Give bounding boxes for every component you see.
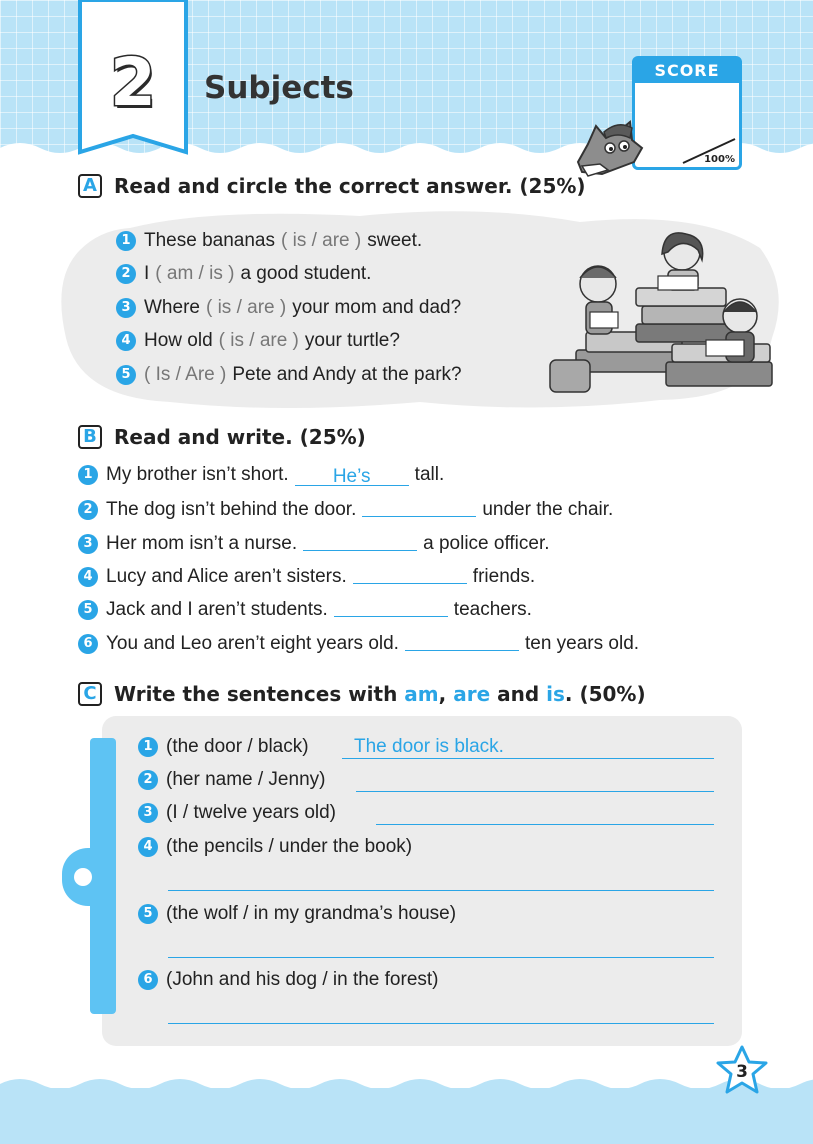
b-item-4: 4 Lucy and Alice aren’t sisters. friends.	[78, 564, 535, 588]
a-item-3: 3 Where ( is / are ) your mom and dad?	[116, 297, 461, 319]
answer-blank[interactable]	[353, 564, 467, 584]
a-item-1: 1 These bananas ( is / are ) sweet.	[116, 230, 422, 252]
choice-option[interactable]: ( is / are )	[281, 230, 362, 251]
answer-line[interactable]	[356, 791, 714, 792]
a-item-2: 2 I ( am / is ) a good student.	[116, 263, 371, 285]
sample-answer: The door is black.	[354, 736, 504, 757]
page-number: 3	[736, 1062, 748, 1082]
a-item-5: 5 ( Is / Are ) Pete and Andy at the park?	[116, 364, 462, 386]
section-c-badge: C	[78, 682, 102, 706]
number-badge: 3	[78, 534, 98, 554]
answer-blank[interactable]	[303, 531, 417, 551]
number-badge: 5	[138, 904, 158, 924]
number-badge: 3	[138, 803, 158, 823]
b-item-2: 2 The dog isn’t behind the door. under the chair.	[78, 497, 613, 521]
keyword-are: are	[453, 682, 491, 706]
c-item-6: 6 (John and his dog / in the forest)	[138, 969, 439, 991]
answer-line[interactable]	[168, 890, 714, 891]
answer-blank[interactable]	[405, 631, 519, 651]
section-c-title: Write the sentences with am, are and is. (50%)	[114, 682, 646, 706]
section-b-title: Read and write. (25%)	[114, 425, 366, 449]
c-item-5: 5 (the wolf / in my grandma’s house)	[138, 903, 456, 925]
b-item-3: 3 Her mom isn’t a nurse. a police officer.	[78, 531, 550, 555]
choice-option[interactable]: ( am / is )	[155, 263, 235, 284]
c-item-3: 3 (I / twelve years old)	[138, 802, 336, 824]
choice-option[interactable]: ( Is / Are )	[144, 364, 227, 385]
c-item-1: 1 (the door / black)	[138, 736, 309, 758]
c-item-4: 4 (the pencils / under the book)	[138, 836, 412, 858]
choice-option[interactable]: ( is / are )	[205, 297, 287, 318]
wolf-illustration	[574, 118, 650, 182]
answer-blank[interactable]	[334, 597, 448, 617]
number-badge: 4	[78, 567, 98, 587]
score-label: SCORE	[635, 59, 739, 83]
number-badge: 5	[116, 365, 136, 385]
keyword-is: is	[546, 682, 565, 706]
answer-blank[interactable]: He’s	[295, 466, 409, 486]
b-item-1: 1 My brother isn’t short. He’s tall.	[78, 464, 444, 486]
number-badge: 6	[138, 970, 158, 990]
answer-line[interactable]	[168, 1023, 714, 1024]
answer-blank[interactable]	[362, 497, 476, 517]
section-b-badge: B	[78, 425, 102, 449]
number-badge: 2	[78, 500, 98, 520]
score-max: 100%	[704, 154, 735, 165]
number-badge: 2	[116, 264, 136, 284]
answer-line[interactable]	[376, 824, 714, 825]
number-badge: 5	[78, 600, 98, 620]
a-item-4: 4 How old ( is / are ) your turtle?	[116, 330, 400, 352]
number-badge: 1	[78, 465, 98, 485]
section-a-title: Read and circle the correct answer. (25%)	[114, 174, 586, 198]
number-badge: 4	[138, 837, 158, 857]
number-badge: 1	[138, 737, 158, 757]
unit-title: Subjects	[204, 70, 354, 106]
b-item-5: 5 Jack and I aren’t students. teachers.	[78, 597, 532, 621]
number-badge: 6	[78, 634, 98, 654]
answer-line[interactable]	[342, 758, 714, 759]
footer-background	[0, 1088, 813, 1144]
answer-line[interactable]	[168, 957, 714, 958]
number-badge: 2	[138, 770, 158, 790]
section-c-panel	[102, 716, 742, 1046]
b-item-6: 6 You and Leo aren’t eight years old. ten years old.	[78, 631, 639, 655]
section-a-badge: A	[78, 174, 102, 198]
panel-tab-hole	[74, 868, 92, 886]
choice-option[interactable]: ( is / are )	[218, 330, 299, 351]
number-badge: 1	[116, 231, 136, 251]
unit-number: 2	[110, 44, 156, 121]
c-item-2: 2 (her name / Jenny)	[138, 769, 325, 791]
number-badge: 3	[116, 298, 136, 318]
number-badge: 4	[116, 331, 136, 351]
kids-reading-illustration	[546, 232, 778, 402]
keyword-am: am	[404, 682, 439, 706]
